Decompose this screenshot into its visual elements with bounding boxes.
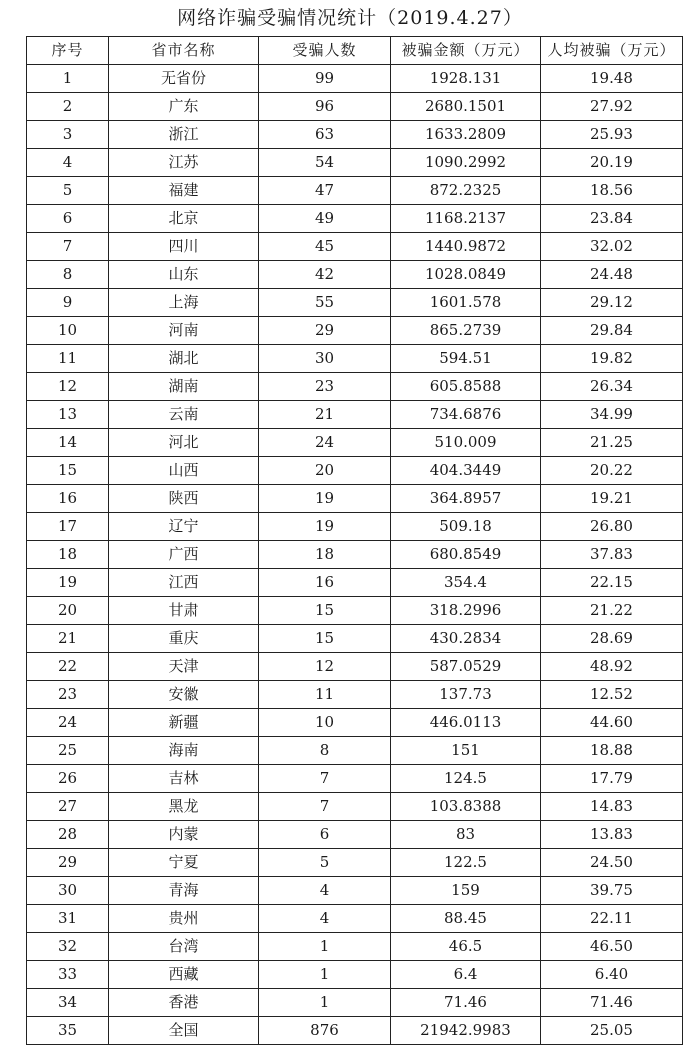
cell-victim-count: 1 bbox=[259, 961, 391, 989]
cell-index: 4 bbox=[27, 149, 109, 177]
table-row bbox=[27, 933, 683, 961]
cell-index: 23 bbox=[27, 681, 109, 709]
table-row bbox=[27, 793, 683, 821]
fraud-statistics-table bbox=[26, 36, 683, 1045]
cell-amount: 88.45 bbox=[391, 905, 541, 933]
cell-amount: 364.8957 bbox=[391, 485, 541, 513]
cell-province: 云南 bbox=[109, 401, 259, 429]
cell-index: 28 bbox=[27, 821, 109, 849]
table-row bbox=[27, 373, 683, 401]
cell-amount: 6.4 bbox=[391, 961, 541, 989]
cell-province: 江苏 bbox=[109, 149, 259, 177]
cell-per-capita: 25.93 bbox=[541, 121, 683, 149]
cell-per-capita: 18.88 bbox=[541, 737, 683, 765]
cell-amount: 124.5 bbox=[391, 765, 541, 793]
cell-victim-count: 1 bbox=[259, 933, 391, 961]
cell-index: 29 bbox=[27, 849, 109, 877]
table-row bbox=[27, 681, 683, 709]
cell-index: 17 bbox=[27, 513, 109, 541]
cell-amount: 159 bbox=[391, 877, 541, 905]
cell-amount: 122.5 bbox=[391, 849, 541, 877]
cell-victim-count: 23 bbox=[259, 373, 391, 401]
cell-victim-count: 55 bbox=[259, 289, 391, 317]
cell-amount: 680.8549 bbox=[391, 541, 541, 569]
cell-amount: 71.46 bbox=[391, 989, 541, 1017]
cell-index: 9 bbox=[27, 289, 109, 317]
cell-per-capita: 21.25 bbox=[541, 429, 683, 457]
document-title: 网络诈骗受骗情况统计（2019.4.27） bbox=[177, 7, 523, 29]
cell-amount: 1090.2992 bbox=[391, 149, 541, 177]
cell-amount: 1633.2809 bbox=[391, 121, 541, 149]
cell-index: 13 bbox=[27, 401, 109, 429]
table-row bbox=[27, 653, 683, 681]
cell-per-capita: 20.22 bbox=[541, 457, 683, 485]
table-row bbox=[27, 289, 683, 317]
cell-per-capita: 19.21 bbox=[541, 485, 683, 513]
cell-province: 甘肃 bbox=[109, 597, 259, 625]
table-row bbox=[27, 261, 683, 289]
cell-per-capita: 26.34 bbox=[541, 373, 683, 401]
cell-per-capita: 46.50 bbox=[541, 933, 683, 961]
cell-victim-count: 45 bbox=[259, 233, 391, 261]
cell-province: 广西 bbox=[109, 541, 259, 569]
cell-victim-count: 24 bbox=[259, 429, 391, 457]
cell-index: 1 bbox=[27, 65, 109, 93]
cell-index: 25 bbox=[27, 737, 109, 765]
cell-per-capita: 48.92 bbox=[541, 653, 683, 681]
table-row bbox=[27, 65, 683, 93]
table-row bbox=[27, 317, 683, 345]
cell-province: 无省份 bbox=[109, 65, 259, 93]
cell-victim-count: 1 bbox=[259, 989, 391, 1017]
cell-index: 14 bbox=[27, 429, 109, 457]
cell-province: 全国 bbox=[109, 1017, 259, 1045]
cell-amount: 83 bbox=[391, 821, 541, 849]
table-row bbox=[27, 177, 683, 205]
cell-index: 26 bbox=[27, 765, 109, 793]
cell-per-capita: 32.02 bbox=[541, 233, 683, 261]
cell-province: 宁夏 bbox=[109, 849, 259, 877]
cell-index: 30 bbox=[27, 877, 109, 905]
cell-amount: 509.18 bbox=[391, 513, 541, 541]
cell-victim-count: 5 bbox=[259, 849, 391, 877]
cell-per-capita: 27.92 bbox=[541, 93, 683, 121]
cell-per-capita: 39.75 bbox=[541, 877, 683, 905]
cell-per-capita: 24.50 bbox=[541, 849, 683, 877]
table-row bbox=[27, 93, 683, 121]
cell-index: 22 bbox=[27, 653, 109, 681]
table-row bbox=[27, 597, 683, 625]
cell-per-capita: 12.52 bbox=[541, 681, 683, 709]
cell-index: 11 bbox=[27, 345, 109, 373]
cell-index: 5 bbox=[27, 177, 109, 205]
cell-province: 海南 bbox=[109, 737, 259, 765]
cell-province: 北京 bbox=[109, 205, 259, 233]
cell-per-capita: 29.84 bbox=[541, 317, 683, 345]
cell-amount: 2680.1501 bbox=[391, 93, 541, 121]
cell-province: 江西 bbox=[109, 569, 259, 597]
cell-per-capita: 14.83 bbox=[541, 793, 683, 821]
cell-amount: 354.4 bbox=[391, 569, 541, 597]
cell-victim-count: 63 bbox=[259, 121, 391, 149]
table-row bbox=[27, 877, 683, 905]
cell-amount: 137.73 bbox=[391, 681, 541, 709]
cell-amount: 103.8388 bbox=[391, 793, 541, 821]
cell-index: 19 bbox=[27, 569, 109, 597]
cell-index: 3 bbox=[27, 121, 109, 149]
table-row bbox=[27, 737, 683, 765]
cell-index: 33 bbox=[27, 961, 109, 989]
table-row bbox=[27, 905, 683, 933]
cell-amount: 605.8588 bbox=[391, 373, 541, 401]
cell-per-capita: 21.22 bbox=[541, 597, 683, 625]
table-row bbox=[27, 401, 683, 429]
cell-province: 浙江 bbox=[109, 121, 259, 149]
cell-amount: 404.3449 bbox=[391, 457, 541, 485]
header-province: 省市名称 bbox=[109, 37, 259, 65]
cell-victim-count: 19 bbox=[259, 513, 391, 541]
cell-per-capita: 13.83 bbox=[541, 821, 683, 849]
cell-province: 黑龙 bbox=[109, 793, 259, 821]
cell-province: 辽宁 bbox=[109, 513, 259, 541]
cell-province: 西藏 bbox=[109, 961, 259, 989]
cell-province: 湖南 bbox=[109, 373, 259, 401]
cell-province: 四川 bbox=[109, 233, 259, 261]
cell-per-capita: 22.11 bbox=[541, 905, 683, 933]
cell-victim-count: 7 bbox=[259, 793, 391, 821]
cell-amount: 594.51 bbox=[391, 345, 541, 373]
cell-victim-count: 12 bbox=[259, 653, 391, 681]
table-header-row bbox=[27, 37, 683, 65]
table-row bbox=[27, 233, 683, 261]
cell-index: 21 bbox=[27, 625, 109, 653]
cell-per-capita: 37.83 bbox=[541, 541, 683, 569]
cell-victim-count: 49 bbox=[259, 205, 391, 233]
cell-per-capita: 19.82 bbox=[541, 345, 683, 373]
cell-amount: 510.009 bbox=[391, 429, 541, 457]
header-per-capita: 人均被骗（万元） bbox=[541, 37, 683, 65]
cell-victim-count: 15 bbox=[259, 597, 391, 625]
cell-amount: 865.2739 bbox=[391, 317, 541, 345]
cell-victim-count: 10 bbox=[259, 709, 391, 737]
cell-per-capita: 24.48 bbox=[541, 261, 683, 289]
cell-victim-count: 4 bbox=[259, 905, 391, 933]
table-row bbox=[27, 457, 683, 485]
cell-amount: 446.0113 bbox=[391, 709, 541, 737]
cell-index: 24 bbox=[27, 709, 109, 737]
cell-per-capita: 25.05 bbox=[541, 1017, 683, 1045]
cell-index: 12 bbox=[27, 373, 109, 401]
cell-per-capita: 44.60 bbox=[541, 709, 683, 737]
table-row bbox=[27, 765, 683, 793]
table-row bbox=[27, 205, 683, 233]
table-row bbox=[27, 1017, 683, 1045]
cell-index: 34 bbox=[27, 989, 109, 1017]
cell-victim-count: 20 bbox=[259, 457, 391, 485]
cell-amount: 318.2996 bbox=[391, 597, 541, 625]
table-row bbox=[27, 121, 683, 149]
table-row bbox=[27, 429, 683, 457]
cell-victim-count: 8 bbox=[259, 737, 391, 765]
cell-index: 6 bbox=[27, 205, 109, 233]
cell-victim-count: 99 bbox=[259, 65, 391, 93]
cell-victim-count: 16 bbox=[259, 569, 391, 597]
cell-amount: 587.0529 bbox=[391, 653, 541, 681]
cell-province: 广东 bbox=[109, 93, 259, 121]
cell-province: 香港 bbox=[109, 989, 259, 1017]
cell-index: 15 bbox=[27, 457, 109, 485]
table-row bbox=[27, 485, 683, 513]
table-row bbox=[27, 345, 683, 373]
cell-province: 福建 bbox=[109, 177, 259, 205]
cell-per-capita: 19.48 bbox=[541, 65, 683, 93]
cell-province: 重庆 bbox=[109, 625, 259, 653]
table-row bbox=[27, 149, 683, 177]
cell-victim-count: 15 bbox=[259, 625, 391, 653]
cell-per-capita: 28.69 bbox=[541, 625, 683, 653]
cell-index: 32 bbox=[27, 933, 109, 961]
cell-victim-count: 4 bbox=[259, 877, 391, 905]
cell-per-capita: 20.19 bbox=[541, 149, 683, 177]
cell-amount: 734.6876 bbox=[391, 401, 541, 429]
cell-province: 新疆 bbox=[109, 709, 259, 737]
cell-province: 河北 bbox=[109, 429, 259, 457]
cell-per-capita: 71.46 bbox=[541, 989, 683, 1017]
table-row bbox=[27, 849, 683, 877]
cell-per-capita: 18.56 bbox=[541, 177, 683, 205]
cell-per-capita: 6.40 bbox=[541, 961, 683, 989]
cell-province: 天津 bbox=[109, 653, 259, 681]
cell-province: 安徽 bbox=[109, 681, 259, 709]
cell-victim-count: 47 bbox=[259, 177, 391, 205]
cell-index: 18 bbox=[27, 541, 109, 569]
cell-province: 山西 bbox=[109, 457, 259, 485]
table-row bbox=[27, 625, 683, 653]
header-amount: 被骗金额（万元） bbox=[391, 37, 541, 65]
cell-province: 陕西 bbox=[109, 485, 259, 513]
cell-victim-count: 54 bbox=[259, 149, 391, 177]
cell-amount: 430.2834 bbox=[391, 625, 541, 653]
cell-province: 青海 bbox=[109, 877, 259, 905]
cell-per-capita: 22.15 bbox=[541, 569, 683, 597]
cell-amount: 46.5 bbox=[391, 933, 541, 961]
cell-amount: 1028.0849 bbox=[391, 261, 541, 289]
cell-province: 湖北 bbox=[109, 345, 259, 373]
cell-victim-count: 876 bbox=[259, 1017, 391, 1045]
cell-index: 31 bbox=[27, 905, 109, 933]
cell-amount: 1928.131 bbox=[391, 65, 541, 93]
cell-amount: 1168.2137 bbox=[391, 205, 541, 233]
cell-victim-count: 18 bbox=[259, 541, 391, 569]
cell-index: 8 bbox=[27, 261, 109, 289]
cell-amount: 1601.578 bbox=[391, 289, 541, 317]
table-row bbox=[27, 541, 683, 569]
cell-province: 内蒙 bbox=[109, 821, 259, 849]
table-row bbox=[27, 513, 683, 541]
cell-index: 10 bbox=[27, 317, 109, 345]
cell-victim-count: 19 bbox=[259, 485, 391, 513]
cell-victim-count: 42 bbox=[259, 261, 391, 289]
cell-amount: 151 bbox=[391, 737, 541, 765]
cell-province: 台湾 bbox=[109, 933, 259, 961]
cell-victim-count: 11 bbox=[259, 681, 391, 709]
table-row bbox=[27, 709, 683, 737]
header-victim-count: 受骗人数 bbox=[259, 37, 391, 65]
cell-per-capita: 29.12 bbox=[541, 289, 683, 317]
table-row bbox=[27, 569, 683, 597]
cell-province: 贵州 bbox=[109, 905, 259, 933]
cell-province: 河南 bbox=[109, 317, 259, 345]
header-index: 序号 bbox=[27, 37, 109, 65]
table-row bbox=[27, 961, 683, 989]
cell-province: 上海 bbox=[109, 289, 259, 317]
cell-victim-count: 96 bbox=[259, 93, 391, 121]
cell-victim-count: 29 bbox=[259, 317, 391, 345]
cell-amount: 1440.9872 bbox=[391, 233, 541, 261]
cell-province: 吉林 bbox=[109, 765, 259, 793]
cell-index: 16 bbox=[27, 485, 109, 513]
cell-province: 山东 bbox=[109, 261, 259, 289]
cell-index: 35 bbox=[27, 1017, 109, 1045]
cell-index: 27 bbox=[27, 793, 109, 821]
cell-per-capita: 34.99 bbox=[541, 401, 683, 429]
cell-victim-count: 6 bbox=[259, 821, 391, 849]
cell-victim-count: 7 bbox=[259, 765, 391, 793]
cell-per-capita: 17.79 bbox=[541, 765, 683, 793]
cell-index: 20 bbox=[27, 597, 109, 625]
table-row bbox=[27, 989, 683, 1017]
cell-index: 2 bbox=[27, 93, 109, 121]
cell-index: 7 bbox=[27, 233, 109, 261]
cell-per-capita: 26.80 bbox=[541, 513, 683, 541]
table-row bbox=[27, 821, 683, 849]
cell-amount: 21942.9983 bbox=[391, 1017, 541, 1045]
cell-per-capita: 23.84 bbox=[541, 205, 683, 233]
cell-victim-count: 30 bbox=[259, 345, 391, 373]
cell-amount: 872.2325 bbox=[391, 177, 541, 205]
cell-victim-count: 21 bbox=[259, 401, 391, 429]
table-body bbox=[27, 65, 683, 1045]
